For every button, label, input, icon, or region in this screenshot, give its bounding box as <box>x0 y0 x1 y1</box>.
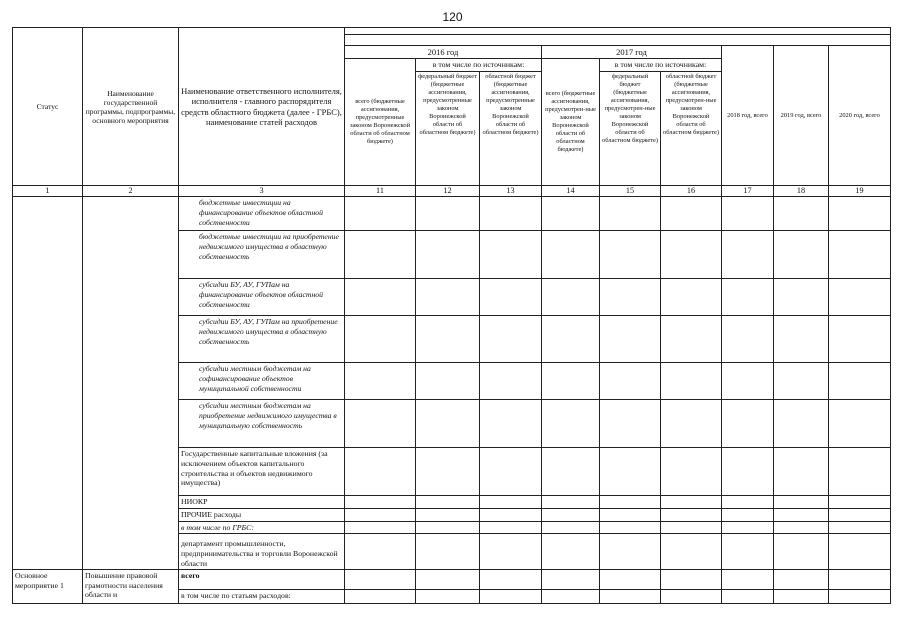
last-name: Повышение правовой грамотности населения области и <box>83 570 179 604</box>
table-row <box>13 570 891 590</box>
row-label: бюджетные инвестиции на финансирование объектов областной собственности <box>179 197 345 231</box>
row-label: субсидии местным бюджетам на приобретение недвижимого имущества в муниципальную собственность <box>179 400 345 448</box>
header-federal-2016: федеральный бюджет (бюджетные ассигнования, предусмотренные законом Воронежской области об областном бюджете) <box>416 72 480 186</box>
header-program: Наименование государственной программы, подпрограммы, основного мероприятия <box>83 28 179 186</box>
row-label: субсидии местным бюджетам на софинансирование объектов муниципальной собственности <box>179 363 345 400</box>
col-num: 17 <box>722 186 774 197</box>
row-label: бюджетные инвестиции на приобретение недвижимого имущества в областную собственность <box>179 231 345 279</box>
last-status: Основное мероприятие 1 <box>13 570 83 604</box>
header-total-2016: всего (бюджетные ассигнования, предусмотренные законом Воронежской области об областном бюджете) <box>345 59 416 186</box>
page-number: 120 <box>442 10 463 24</box>
column-number-row <box>13 186 891 197</box>
header-top-band <box>345 28 891 35</box>
col-num: 15 <box>600 186 661 197</box>
col-num: 19 <box>829 186 891 197</box>
col-num: 14 <box>542 186 600 197</box>
header-regional-2016: областной бюджет (бюджетные ассигнования, предусмотренные законом Воронежской области об областном бюджете) <box>480 72 542 186</box>
header-2020: 2020 год, всего <box>829 46 891 186</box>
header-sources-2017: в том числе по источникам: <box>600 59 722 72</box>
header-second-band <box>345 35 891 46</box>
col-num: 12 <box>416 186 480 197</box>
row-label: субсидии БУ, АУ, ГУПам на приобретение недвижимого имущества в областную собственность <box>179 316 345 363</box>
row-label: ПРОЧИЕ расходы <box>179 508 345 521</box>
header-2018: 2018 год, всего <box>722 46 774 186</box>
row-label: субсидии БУ, АУ, ГУПам на финансирование объектов областной собственности <box>179 279 345 316</box>
program-cell-empty <box>83 197 179 570</box>
header-federal-2017: федеральный бюджет (бюджетные ассигнования, предусмотрен-ные законом Воронежской области об областном бюджете) <box>600 72 661 186</box>
header-2019: 2019 год, всего <box>774 46 829 186</box>
col-num: 13 <box>480 186 542 197</box>
last-total-label: всего <box>179 570 345 590</box>
budget-table <box>12 27 891 604</box>
col-num: 11 <box>345 186 416 197</box>
header-year-2017: 2017 год <box>542 46 722 59</box>
header-executor: Наименование ответственного исполнителя, исполнителя - главного распорядителя средств областного бюджета (далее - ГРБС), наименование статей расходов <box>179 28 345 186</box>
col-num: 3 <box>179 186 345 197</box>
col-num: 1 <box>13 186 83 197</box>
col-num: 2 <box>83 186 179 197</box>
row-label: в том числе по ГРБС: <box>179 521 345 534</box>
col-num: 18 <box>774 186 829 197</box>
col-num: 16 <box>661 186 722 197</box>
row-label: департамент промышленности, предпринимательства и торговли Воронежской области <box>179 534 345 570</box>
header-sources-2016: в том числе по источникам: <box>416 59 542 72</box>
header-regional-2017: областной бюджет (бюджетные ассигнования, предусмотрен-ные законом Воронежской области об областном бюджете) <box>661 72 722 186</box>
header-total-2017: всего (бюджетные ассигнования, предусмотрен-ные законом Воронежской области об областном бюджете) <box>542 59 600 186</box>
header-status: Статус <box>13 28 83 186</box>
table-row <box>13 197 891 231</box>
row-label: НИОКР <box>179 496 345 509</box>
row-label: Государственные капитальные вложения (за исключением объектов капитального строительства и объектов недвижимого имущества) <box>179 448 345 496</box>
header-year-2016: 2016 год <box>345 46 542 59</box>
last-articles-label: в том числе по статьям расходов: <box>179 590 345 604</box>
status-cell-empty <box>13 197 83 570</box>
